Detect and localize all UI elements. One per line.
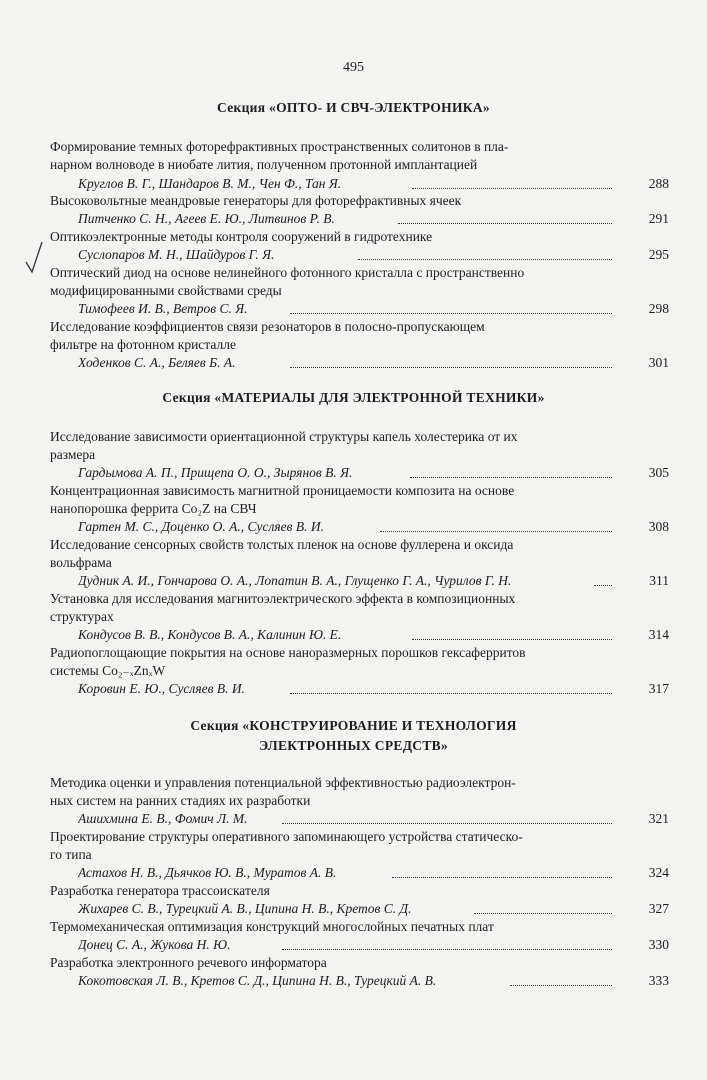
entry-title: Высоковольтные меандровые генераторы для фоторефрактивных ячеек: [50, 193, 462, 208]
entry-page: 333: [648, 973, 669, 988]
entry-title: Исследование зависимости ориентационной структуры капель холестерика от их: [50, 429, 518, 444]
entry-title: нанопорошка феррита Co₂Z на СВЧ: [50, 501, 257, 516]
handwritten-checkmark-icon: [24, 240, 44, 274]
entry-page: 324: [648, 865, 669, 880]
leader-dots: [474, 913, 612, 914]
leader-dots: [290, 367, 612, 368]
entry-title: го типа: [50, 847, 92, 862]
leader-dots: [398, 223, 612, 224]
entry-authors: Кондусов В. В., Кондусов В. А., Калинин Ю. Е.: [78, 626, 608, 644]
leader-dots: [358, 259, 612, 260]
entry-page: 311: [649, 573, 669, 588]
entry-title: системы Co₂₋ₓZnₓW: [50, 663, 166, 678]
entry-authors: Жихарев С. В., Турецкий А. В., Ципина Н. В., Кретов С. Д.: [78, 900, 608, 918]
entry-title: Разработка генератора трассоискателя: [50, 883, 270, 898]
entry-page: 314: [648, 627, 669, 642]
entry-title: Оптический диод на основе нелинейного фотонного кристалла с пространственно: [50, 265, 525, 280]
entry-authors: Тимофеев И. В., Ветров С. Я.: [78, 300, 608, 318]
leader-dots: [282, 823, 612, 824]
entry-title: Формирование темных фоторефрактивных пространственных солитонов в пла-: [50, 139, 509, 154]
entry-title: Разработка электронного речевого информатора: [50, 955, 327, 970]
entry-title: Методика оценки и управления потенциальной эффективностью радиоэлектрон-: [50, 775, 516, 790]
section-title-design-line1: Секция «КОНСТРУИРОВАНИЕ И ТЕХНОЛОГИЯ: [190, 718, 517, 733]
entry-page: 308: [648, 519, 669, 534]
section-title-design-line2: ЭЛЕКТРОННЫХ СРЕДСТВ»: [258, 738, 448, 753]
leader-dots: [380, 531, 612, 532]
entry-page: 330: [648, 937, 669, 952]
entry-title: Исследование коэффициентов связи резонаторов в полосно-пропускающем: [50, 319, 485, 334]
entry-title: структурах: [50, 609, 114, 624]
entry-title: Проектирование структуры оперативного запоминающего устройства статическо-: [50, 829, 523, 844]
entry-authors: Кокотовская Л. В., Кретов С. Д., Ципина Н. В., Турецкий А. В.: [78, 972, 608, 990]
entry-page: 295: [648, 247, 669, 262]
leader-dots: [410, 477, 612, 478]
entry-page: 317: [648, 681, 669, 696]
section-title-materials: Секция «МАТЕРИАЛЫ ДЛЯ ЭЛЕКТРОННОЙ ТЕХНИКИ»: [162, 390, 545, 405]
entry-authors: Круглов В. Г., Шандаров В. М., Чен Ф., Тан Я.: [78, 175, 608, 193]
entry-authors: Астахов Н. В., Дьячков Ю. В., Муратов А. В.: [78, 864, 608, 882]
entry-title: нарном волноводе в ниобате лития, полученном протонной имплантацией: [50, 157, 478, 172]
entry-page: 305: [648, 465, 669, 480]
leader-dots: [290, 313, 612, 314]
entry-page: 327: [648, 901, 669, 916]
entry-authors: Гардымова А. П., Прищепа О. О., Зырянов В. Я.: [78, 464, 608, 482]
entry-title: Оптикоэлектронные методы контроля сооружений в гидротехнике: [50, 229, 433, 244]
entry-title: Установка для исследования магнитоэлектрического эффекта в композиционных: [50, 591, 516, 606]
entry-authors: Суслопаров М. Н., Шайдуров Г. Я.: [78, 246, 608, 264]
leader-dots: [594, 585, 612, 586]
entry-page: 321: [648, 811, 669, 826]
entry-authors: Питченко С. Н., Агеев Е. Ю., Литвинов Р. В.: [78, 210, 608, 228]
leader-dots: [392, 877, 612, 878]
entry-title: вольфрама: [50, 555, 112, 570]
page-number: 495: [343, 60, 364, 75]
entry-title: модифицированными свойствами среды: [50, 283, 282, 298]
entry-title: Радиопоглощающие покрытия на основе наноразмерных порошков гексаферритов: [50, 645, 526, 660]
entry-authors: Ходенков С. А., Беляев Б. А.: [78, 354, 608, 372]
entry-title: ных систем на ранних стадиях их разработки: [50, 793, 311, 808]
section-title-opto: Секция «ОПТО- И СВЧ-ЭЛЕКТРОНИКА»: [217, 100, 490, 115]
leader-dots: [412, 639, 612, 640]
leader-dots: [412, 188, 612, 189]
entry-authors: Донец С. А., Жукова Н. Ю.: [78, 936, 608, 954]
leader-dots: [282, 949, 612, 950]
leader-dots: [290, 693, 612, 694]
entry-title: Исследование сенсорных свойств толстых пленок на основе фуллерена и оксида: [50, 537, 514, 552]
entry-page: 301: [648, 355, 669, 370]
entry-title: Концентрационная зависимость магнитной проницаемости композита на основе: [50, 483, 515, 498]
entry-title: Термомеханическая оптимизация конструкций многослойных печатных плат: [50, 919, 494, 934]
entry-page: 288: [648, 176, 669, 191]
leader-dots: [510, 985, 612, 986]
entry-page: 298: [648, 301, 669, 316]
entry-page: 291: [648, 211, 669, 226]
entry-authors: Гартен М. С., Доценко О. А., Сусляев В. И.: [78, 518, 608, 536]
entry-title: фильтре на фотонном кристалле: [50, 337, 236, 352]
entry-authors: Дудник А. И., Гончарова О. А., Лопатин В. А., Глущенко Г. А., Чурилов Г. Н.: [78, 572, 608, 590]
entry-authors: Коровин Е. Ю., Сусляев В. И.: [78, 680, 608, 698]
entry-title: размера: [50, 447, 96, 462]
entry-authors: Ашихмина Е. В., Фомич Л. М.: [78, 810, 608, 828]
